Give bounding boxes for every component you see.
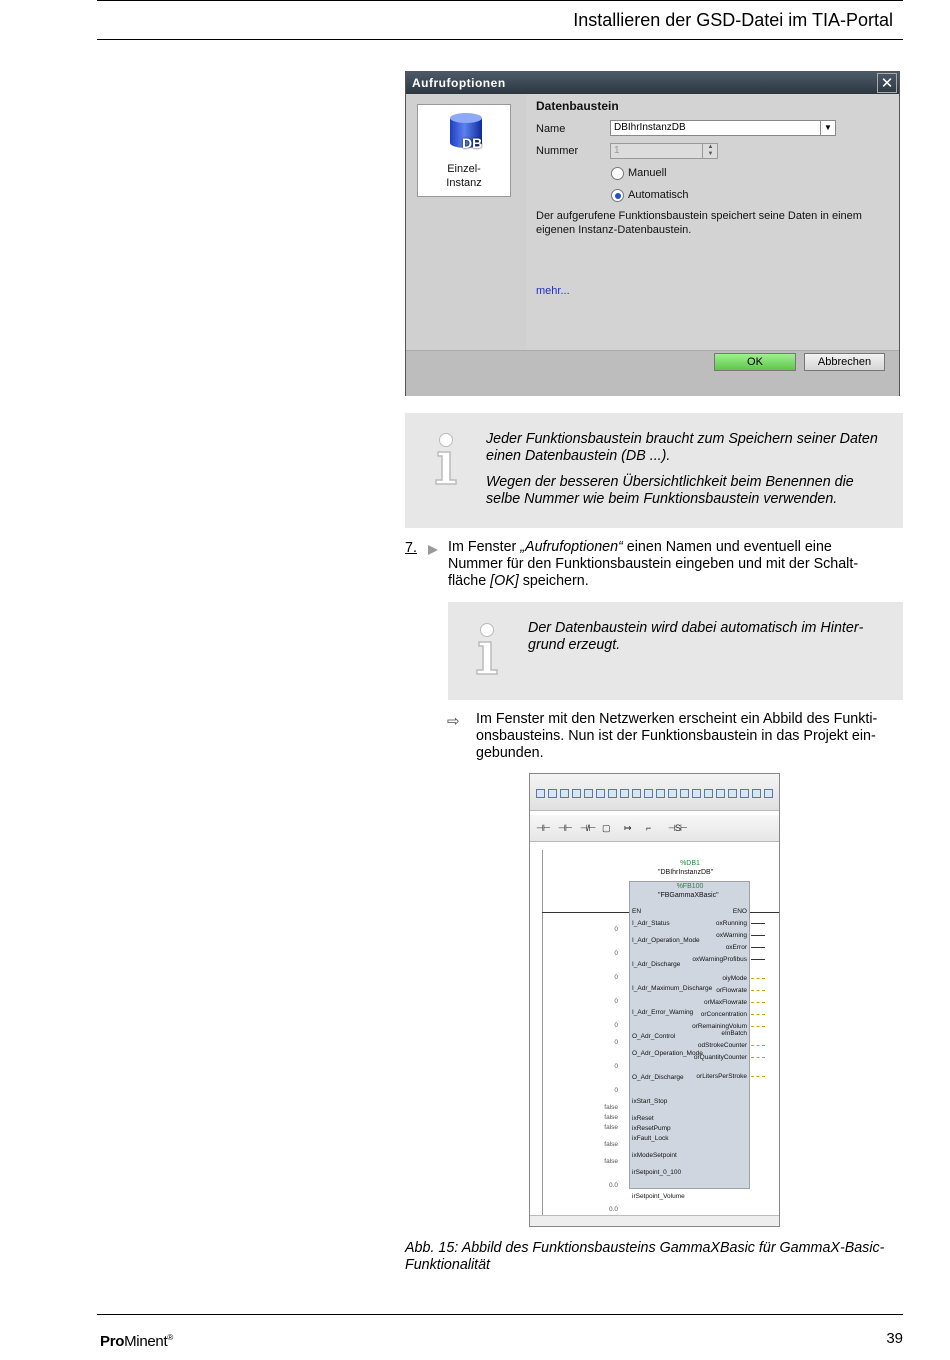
input-value[interactable]: false bbox=[604, 1141, 618, 1148]
output-wire bbox=[751, 1002, 765, 1004]
input-pin: irSetpoint_0_100 bbox=[632, 1169, 682, 1176]
toolbar-icon[interactable] bbox=[656, 789, 665, 798]
output-wire bbox=[751, 947, 765, 948]
toolbar-icon[interactable] bbox=[620, 789, 629, 798]
output-pin: oxWarningProfibus bbox=[692, 956, 747, 963]
input-value[interactable]: 0 bbox=[614, 1087, 618, 1094]
toolbar-1 bbox=[530, 774, 779, 811]
output-wire bbox=[751, 1026, 765, 1028]
radio-manual-label: Manuell bbox=[628, 167, 667, 179]
info-box-1 bbox=[405, 413, 903, 528]
output-wire bbox=[751, 959, 765, 960]
section-title: Datenbaustein bbox=[536, 99, 619, 113]
output-wire bbox=[751, 1076, 765, 1078]
fb-gammaxbasic-block[interactable] bbox=[629, 881, 750, 1200]
prominent-logo: ProMinent® bbox=[100, 1333, 173, 1350]
toolbar-icon[interactable] bbox=[584, 789, 593, 798]
rung-wire-left bbox=[542, 912, 629, 913]
input-pin: I_Adr_Maximum_Discharge bbox=[632, 985, 713, 992]
input-pin: I_Adr_Operation_Mode bbox=[632, 937, 700, 944]
input-value[interactable]: 0 bbox=[614, 1063, 618, 1070]
block-name: "FBGammaXBasic" bbox=[658, 892, 719, 899]
name-value: DBIhrInstanzDB bbox=[614, 122, 686, 133]
output-wire bbox=[751, 1045, 765, 1047]
db-icon-label: DB bbox=[462, 135, 483, 151]
page-header-title: Installieren der GSD-Datei im TIA-Portal bbox=[573, 10, 893, 30]
number-field[interactable]: 1 bbox=[610, 143, 718, 159]
ok-button[interactable]: OK bbox=[714, 353, 796, 371]
input-value[interactable]: false bbox=[604, 1114, 618, 1121]
step-arrow-icon bbox=[428, 545, 438, 555]
ladder-contact-icon[interactable]: ⊣⊢ bbox=[558, 823, 572, 833]
horizontal-scrollbar[interactable] bbox=[530, 1215, 779, 1226]
output-wire bbox=[751, 923, 765, 924]
power-rail bbox=[542, 850, 543, 1215]
footer-rule bbox=[97, 1314, 903, 1315]
dialog-description: Der aufgerufene Funktionsbaustein speichert seine Daten in einem eigenen Instanz-Datenbaustein. bbox=[536, 210, 862, 236]
ladder-contact-icon[interactable]: ↦ bbox=[624, 823, 631, 833]
output-wire bbox=[751, 1014, 765, 1016]
toolbar-icon[interactable] bbox=[548, 789, 557, 798]
toolbar-icon[interactable] bbox=[596, 789, 605, 798]
output-pin: odStrokeCounter bbox=[697, 1042, 747, 1049]
radio-manual[interactable] bbox=[611, 167, 624, 180]
top-rule bbox=[97, 0, 903, 1]
eno-pin: ENO bbox=[732, 908, 747, 915]
result-text: Im Fenster mit den Netzwerken erscheint ein Abbild des Funktionsbausteins. Nun ist der Funktionsbaustein in das Projekt eingebunden. bbox=[476, 711, 878, 761]
input-value[interactable]: 0 bbox=[614, 1039, 618, 1046]
output-pin: oiyMode bbox=[722, 975, 747, 982]
toolbar-icon[interactable] bbox=[572, 789, 581, 798]
info-icon bbox=[431, 433, 461, 485]
toolbar-icon[interactable] bbox=[764, 789, 773, 798]
input-pin: ixFault_Lock bbox=[632, 1135, 669, 1142]
output-pin: oxRunning bbox=[715, 920, 747, 927]
input-value[interactable]: 0 bbox=[614, 926, 618, 933]
input-value[interactable]: false bbox=[604, 1158, 618, 1165]
output-wire bbox=[751, 978, 765, 980]
toolbar-icon[interactable] bbox=[668, 789, 677, 798]
ladder-contact-icon[interactable]: ▢ bbox=[602, 823, 610, 833]
input-value[interactable]: false bbox=[604, 1124, 618, 1131]
number-label: Nummer bbox=[536, 145, 579, 157]
input-pin: I_Adr_Discharge bbox=[632, 961, 681, 968]
output-pin: orQuantityCounter bbox=[693, 1054, 747, 1061]
info-text-1: Jeder Funktionsbaustein braucht zum Speichern seiner Daten einen Datenbaustein (DB ...). Wegen der besseren Übersichtlichkeit beim Benennen die selbe Nummer wie beim Funktionsbaustein verwenden. bbox=[486, 431, 878, 507]
output-wire bbox=[751, 935, 765, 936]
input-pin: O_Adr_Discharge bbox=[632, 1074, 684, 1081]
output-wire bbox=[751, 1057, 765, 1059]
info-icon bbox=[472, 623, 502, 675]
input-value[interactable]: 0 bbox=[614, 974, 618, 981]
toolbar-icon[interactable] bbox=[632, 789, 641, 798]
toolbar-2 bbox=[530, 815, 779, 842]
input-pin: irSetpoint_Volume bbox=[632, 1193, 685, 1200]
toolbar-icon[interactable] bbox=[644, 789, 653, 798]
name-combobox[interactable] bbox=[610, 120, 836, 136]
input-pin: ixStart_Stop bbox=[632, 1098, 668, 1105]
single-instance-tile[interactable] bbox=[417, 104, 511, 197]
info-box-2 bbox=[448, 602, 903, 700]
dialog-title: Aufrufoptionen bbox=[406, 72, 899, 94]
radio-automatic-label: Automatisch bbox=[628, 189, 689, 201]
output-pin: oxWarning bbox=[716, 932, 747, 939]
toolbar-icon[interactable] bbox=[692, 789, 701, 798]
toolbar-icon[interactable] bbox=[704, 789, 713, 798]
more-link[interactable]: mehr... bbox=[536, 285, 570, 297]
en-pin: EN bbox=[632, 908, 642, 915]
toolbar-icon[interactable] bbox=[680, 789, 689, 798]
close-icon[interactable]: ✕ bbox=[877, 73, 897, 93]
step-number: 7. bbox=[405, 540, 417, 556]
input-pin: ixResetPump bbox=[632, 1125, 671, 1132]
input-pin: ixReset bbox=[632, 1115, 654, 1122]
input-value[interactable]: 0.0 bbox=[608, 1206, 618, 1213]
info-text-2: Der Datenbaustein wird dabei automatisch im Hintergrund erzeugt. bbox=[528, 620, 864, 653]
result-arrow-icon: ⇨ bbox=[447, 713, 460, 730]
input-value[interactable]: 0 bbox=[614, 998, 618, 1005]
ladder-contact-icon[interactable]: ⌐ bbox=[646, 823, 651, 833]
header-rule bbox=[97, 39, 903, 40]
step-text: Im Fenster „Aufrufoptionen“ einen Namen und eventuell eine Nummer für den Funktionsbaustein eingeben und mit der Schaltfläche [OK] speichern. bbox=[448, 539, 859, 589]
toolbar-icon[interactable] bbox=[608, 789, 617, 798]
ladder-contact-icon[interactable]: ⊣S⊢ bbox=[668, 823, 687, 833]
output-pin: orLitersPerStroke bbox=[696, 1073, 747, 1080]
output-pin: orMaxFlowrate bbox=[704, 999, 747, 1006]
name-label: Name bbox=[536, 123, 566, 135]
toolbar-icon[interactable] bbox=[752, 789, 761, 798]
output-pin: oxError bbox=[725, 944, 747, 951]
input-pin: ixModeSetpoint bbox=[632, 1152, 677, 1159]
tile-label: Einzel- Instanz bbox=[446, 163, 482, 189]
output-wire bbox=[751, 990, 765, 992]
input-value[interactable]: 0 bbox=[614, 1022, 618, 1029]
output-pin: orRemainingVolumeInBatch bbox=[692, 1023, 747, 1037]
toolbar-icon[interactable] bbox=[740, 789, 749, 798]
page-number: 39 bbox=[886, 1330, 903, 1347]
chevron-down-icon[interactable]: ▼ bbox=[820, 121, 835, 135]
toolbar-icon[interactable] bbox=[536, 789, 545, 798]
input-pin: O_Adr_Operation_Mode bbox=[632, 1050, 703, 1057]
input-value[interactable]: false bbox=[604, 1104, 618, 1111]
toolbar-icon[interactable] bbox=[716, 789, 725, 798]
ladder-contact-icon[interactable]: ⊣/⊢ bbox=[580, 823, 596, 833]
input-value[interactable]: 0.0 bbox=[608, 1182, 618, 1189]
input-pin: I_Adr_Status bbox=[632, 920, 670, 927]
cancel-button[interactable]: Abbrechen bbox=[804, 353, 885, 371]
rung-wire-right bbox=[750, 912, 780, 913]
ladder-contact-icon[interactable]: ⊣⊢ bbox=[536, 823, 550, 833]
input-pin: I_Adr_Error_Warning bbox=[632, 1009, 694, 1016]
instance-db-name: "DBIhrInstanzDB" bbox=[658, 869, 714, 876]
number-spinner-icon[interactable]: ▲ ▼ bbox=[702, 144, 718, 158]
dialog-left-panel bbox=[406, 94, 527, 350]
radio-automatic[interactable] bbox=[611, 189, 624, 202]
function-block-screenshot bbox=[529, 773, 780, 1227]
call-options-dialog-screenshot bbox=[405, 71, 900, 396]
output-pin: orFlowrate bbox=[716, 987, 747, 994]
output-pin: orConcentration bbox=[700, 1011, 747, 1018]
input-value[interactable]: 0 bbox=[614, 950, 618, 957]
figure-caption: Abb. 15: Abbild des Funktionsbausteins GammaXBasic für GammaX-Basic-Funktionalität bbox=[405, 1240, 885, 1273]
block-number: %FB100 bbox=[676, 883, 704, 890]
toolbar-icon[interactable] bbox=[728, 789, 737, 798]
instance-db-number: %DB1 bbox=[680, 860, 700, 867]
input-pin: O_Adr_Control bbox=[632, 1033, 676, 1040]
toolbar-icon[interactable] bbox=[560, 789, 569, 798]
